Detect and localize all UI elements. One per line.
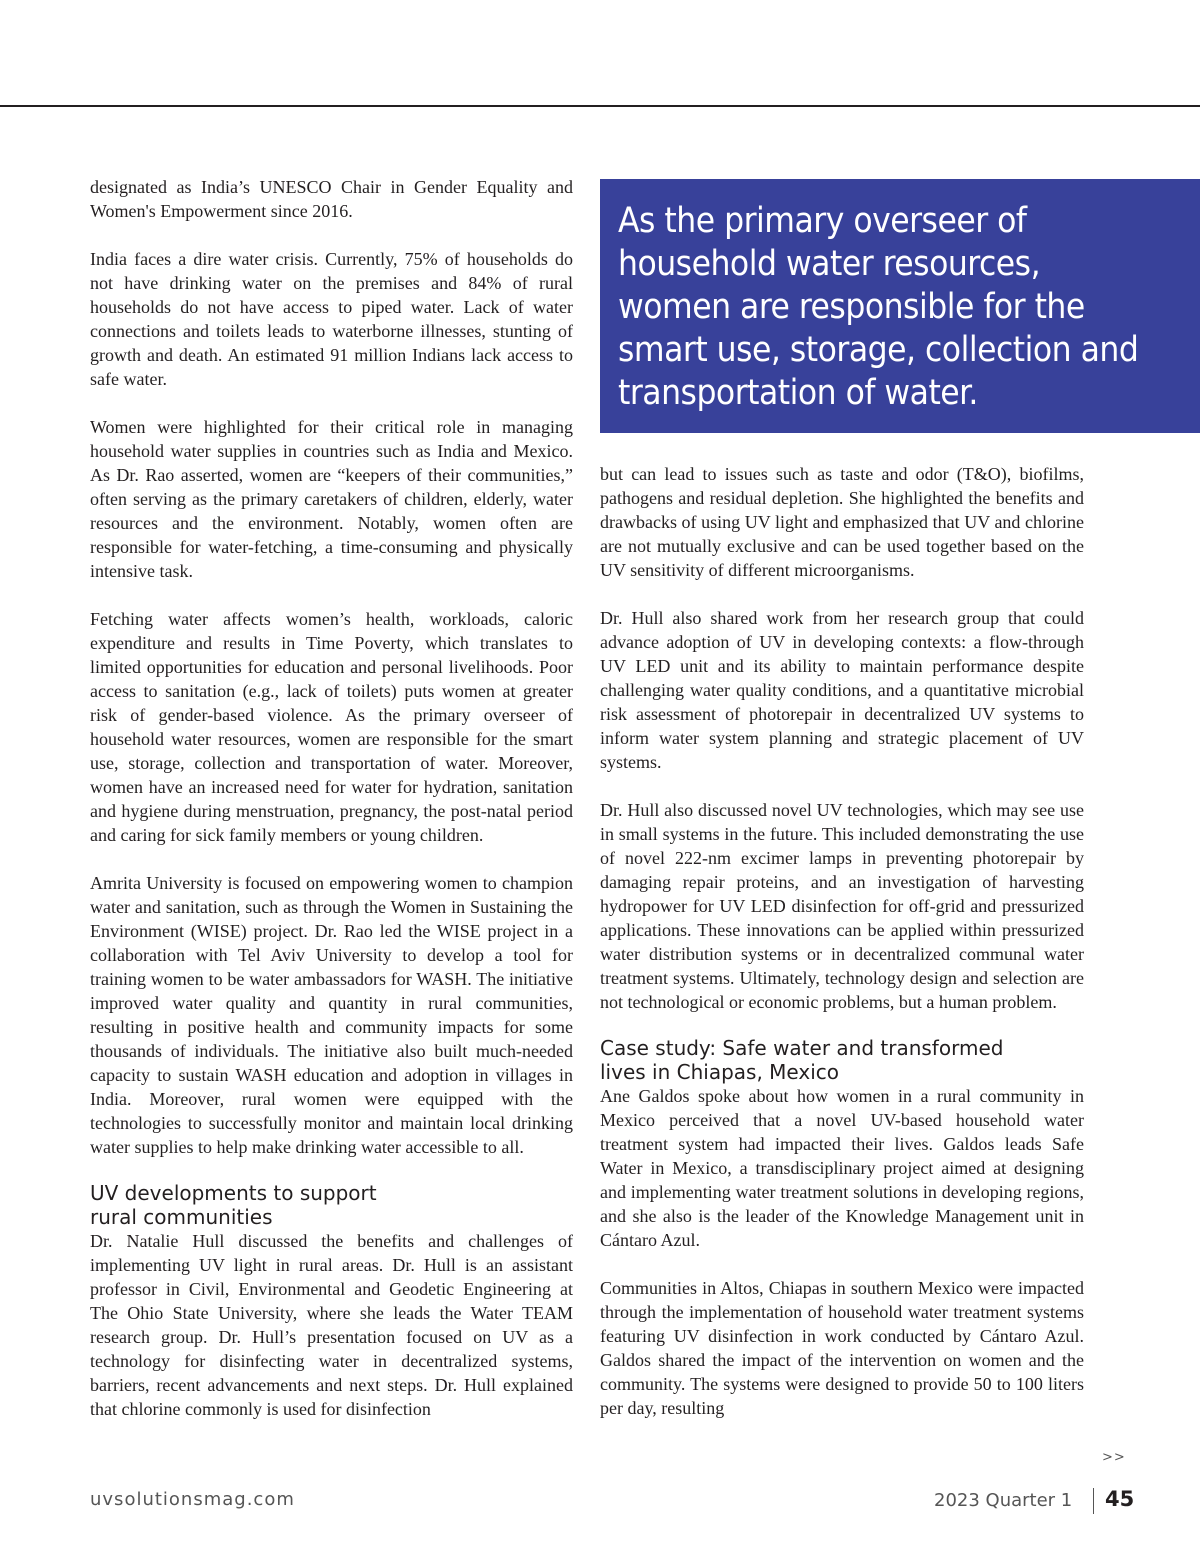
paragraph: Communities in Altos, Chiapas in southern Mexico were impacted through the implementation of household water treatment systems featuring UV disinfection in work conducted by Cántaro Azul. Galdos shared the impact of the intervention on women and the community. The systems were designed to provide 50 to 100 liters per day, resulting [600, 1278, 1084, 1418]
paragraph: Fetching water affects women’s health, workloads, caloric expenditure and results in Time Poverty, which translates to limited opportunities for education and personal livelihoods. Poor access to sanitation (e.g., lack of toilets) puts women at greater risk of gender-based violence. As the primary overseer of household water resources, women are responsible for the smart use, storage, collection and transportation of water. Moreover, women have an increased need for water for hydration, sanitation and hygiene during menstruation, pregnancy, the post-natal period and caring for sick family members or young children. [90, 609, 573, 845]
pull-quote-line: women are responsible for the [618, 287, 1085, 327]
footer-divider [1093, 1488, 1094, 1514]
heading-line: Case study: Safe water and transformed [600, 1036, 1004, 1060]
pull-quote-line: household water resources, [618, 244, 1041, 284]
section-heading-case-study [600, 1036, 1084, 1084]
header-rule [0, 105, 1200, 107]
paragraph: India faces a dire water crisis. Currently, 75% of households do not have drinking water on the premises and 84% of rural households do not have access to piped water. Lack of water connections and toilets leads to waterborne illnesses, stunting of growth and death. An estimated 91 million Indians lack access to safe water. [90, 249, 573, 389]
pull-quote-text [618, 200, 1180, 415]
section-heading-uv-developments [90, 1181, 573, 1229]
paragraph: but can lead to issues such as taste and odor (T&O), biofilms, pathogens and residual depletion. She highlighted the benefits and drawbacks of using UV light and emphasized that UV and chlorine are not mutually exclusive and can be used together based on the UV sensitivity of different microorganisms. [600, 464, 1084, 580]
paragraph: Ane Galdos spoke about how women in a rural community in Mexico perceived that a novel UV-based household water treatment system had impacted their lives. Galdos leads Safe Water in Mexico, a transdisciplinary project aimed at designing and implementing water treatment solutions in developing regions, and she also is the leader of the Knowledge Management unit in Cántaro Azul. [600, 1086, 1084, 1250]
paragraph: designated as India’s UNESCO Chair in Gender Equality and Women's Empowerment since 2016. [90, 177, 573, 221]
heading-line: lives in Chiapas, Mexico [600, 1060, 839, 1084]
right-column [600, 462, 1084, 1420]
heading-line: UV developments to support [90, 1181, 377, 1205]
footer-issue: 2023 Quarter 1 [934, 1490, 1073, 1511]
heading-line: rural communities [90, 1205, 273, 1229]
paragraph: Amrita University is focused on empowering women to champion water and sanitation, such as through the Women in Sustaining the Environment (WISE) project. Dr. Rao led the WISE project in a collaboration with Tel Aviv University to develop a tool for training women to be water ambassadors for WASH. The initiative improved water quality and quantity in rural communities, resulting in positive health and community impacts for some thousands of individuals. The initiative also built much-needed capacity to sustain WASH education and adoption in villages in India. Moreover, rural women were equipped with the technologies to successfully monitor and maintain local drinking water supplies to help make drinking water accessible to all. [90, 873, 573, 1157]
paragraph: Women were highlighted for their critical role in managing household water supplies in countries such as India and Mexico. As Dr. Rao asserted, women are “keepers of their communities,” often serving as the primary caretakers of children, elderly, water resources and the environment. Notably, women often are responsible for water-fetching, a time-consuming and physically intensive task. [90, 417, 573, 581]
paragraph: Dr. Natalie Hull discussed the benefits and challenges of implementing UV light in rural areas. Dr. Hull is an assistant professor in Civil, Environmental and Geodetic Engineering at The Ohio State University, where she leads the Water TEAM research group. Dr. Hull’s presentation focused on UV as a technology for disinfecting water in decentralized systems, barriers, recent advancements and next steps. Dr. Hull explained that chlorine commonly is used for disinfection [90, 1231, 573, 1419]
footer-url: uvsolutionsmag.com [90, 1489, 295, 1510]
page-number: 45 [1105, 1487, 1135, 1511]
left-column [90, 175, 573, 1421]
continued-arrow: >> [1102, 1450, 1126, 1465]
paragraph: Dr. Hull also discussed novel UV technologies, which may see use in small systems in the future. This included demonstrating the use of novel 222-nm excimer lamps in preventing photorepair by damaging repair proteins, and an investigation of harvesting hydropower for UV LED disinfection for off-grid and pressurized applications. These innovations can be applied within pressurized water distribution systems or in decentralized communal water treatment systems. Ultimately, technology design and selection are not technological or economic problems, but a human problem. [600, 800, 1084, 1012]
pull-quote-line: smart use, storage, collection and [618, 330, 1139, 370]
pull-quote [600, 179, 1200, 433]
paragraph: Dr. Hull also shared work from her research group that could advance adoption of UV in developing contexts: a flow-through UV LED unit and its ability to maintain performance despite challenging water quality conditions, and a quantitative microbial risk assessment of photorepair in decentralized UV systems to inform water system planning and strategic placement of UV systems. [600, 608, 1084, 772]
pull-quote-line: transportation of water. [618, 373, 978, 413]
pull-quote-line: As the primary overseer of [618, 201, 1027, 241]
